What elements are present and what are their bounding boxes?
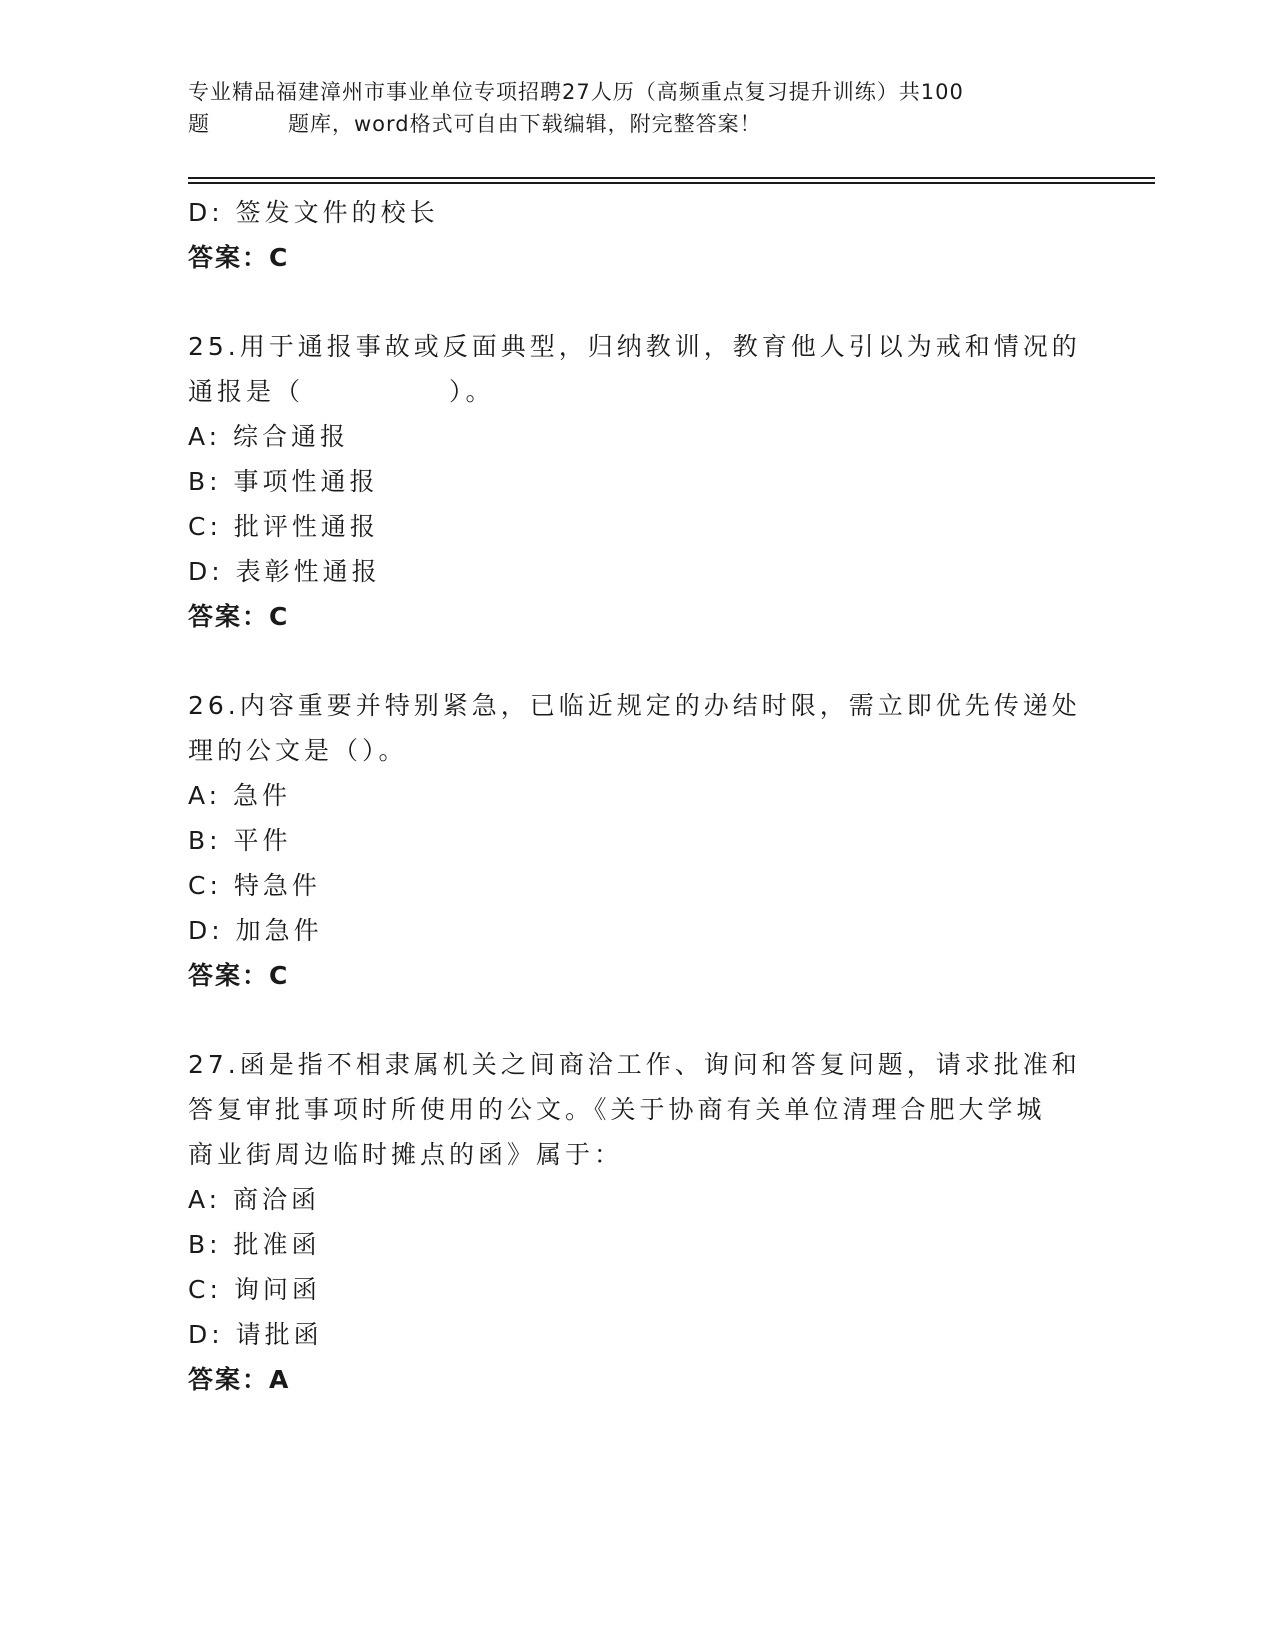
answer-line: 答案：C — [188, 602, 290, 631]
header-title-line2-right: 题库，word格式可自由下载编辑，附完整答案！ — [288, 112, 762, 136]
question-text — [188, 1042, 1088, 1177]
option-d: D: 表彰性通报 — [188, 557, 381, 586]
page-header — [188, 76, 1088, 140]
header-title-line1: 专业精品福建漳州市事业单位专项招聘27人历（高频重点复习提升训练）共100 — [188, 80, 964, 104]
question-text — [188, 324, 1088, 414]
spacer — [188, 640, 1088, 683]
question-line: 25.用于通报事故或反面典型，归纳教训，教育他人引以为戒和情况的 — [188, 332, 1081, 361]
question-line: 通报是（ ）。 — [188, 377, 495, 406]
option-d: D: 签发文件的校长 — [188, 198, 439, 227]
question-block-26 — [188, 683, 1088, 999]
option-b: B: 平件 — [188, 826, 292, 855]
header-title-line2 — [188, 108, 1088, 140]
question-line: 商业街周边临时摊点的函》属于： — [188, 1140, 624, 1169]
question-block-27 — [188, 1042, 1088, 1403]
question-line: 27.函是指不相隶属机关之间商洽工作、询问和答复问题，请求批准和 — [188, 1050, 1081, 1079]
option-b: B: 批准函 — [188, 1230, 321, 1259]
question-text — [188, 683, 1088, 773]
spacer — [188, 999, 1088, 1042]
option-c: C: 询问函 — [188, 1275, 321, 1304]
answer-line: 答案：C — [188, 243, 290, 272]
option-d: D: 请批函 — [188, 1320, 323, 1349]
question-line: 答复审批事项时所使用的公文。《关于协商有关单位清理合肥大学城 — [188, 1095, 1046, 1124]
option-b: B: 事项性通报 — [188, 467, 379, 496]
question-content — [188, 190, 1088, 1403]
answer-line: 答案：A — [188, 1365, 291, 1394]
option-a: A: 商洽函 — [188, 1185, 321, 1214]
option-d: D: 加急件 — [188, 916, 323, 945]
spacer — [188, 281, 1088, 324]
question-line: 理的公文是（）。 — [188, 736, 408, 765]
option-a: A: 急件 — [188, 781, 292, 810]
option-a: A: 综合通报 — [188, 422, 350, 451]
question-line: 26.内容重要并特别紧急，已临近规定的办结时限，需立即优先传递处 — [188, 691, 1081, 720]
header-divider-bottom — [188, 182, 1155, 184]
header-divider-top — [188, 177, 1155, 179]
option-c: C: 特急件 — [188, 871, 321, 900]
carryover-block — [188, 190, 1088, 281]
header-title-line2-left: 题 — [188, 112, 210, 136]
question-block-25 — [188, 324, 1088, 640]
option-c: C: 批评性通报 — [188, 512, 379, 541]
answer-line: 答案：C — [188, 961, 290, 990]
